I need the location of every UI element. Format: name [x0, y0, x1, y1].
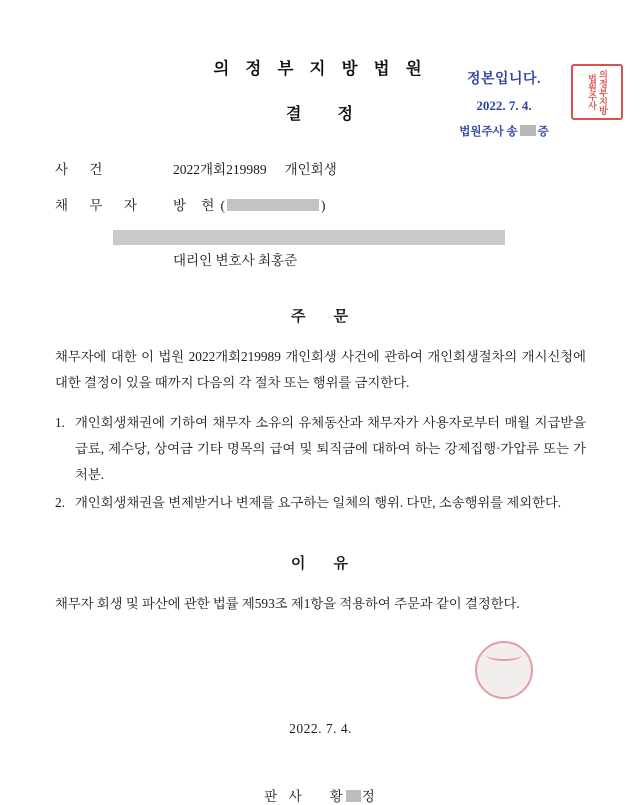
judge-label: 판 사 [264, 789, 306, 804]
certification-block [429, 68, 619, 139]
list-item-number: 2. [55, 495, 65, 510]
case-label: 사 건 [55, 162, 112, 177]
decision-date: 2022. 7. 4. [289, 721, 352, 736]
case-value [173, 158, 601, 178]
certification-date: 2022. 7. 4. [476, 98, 532, 113]
debtor-label: 채 무 자 [55, 198, 146, 213]
main-order-heading-left: 주 [291, 309, 308, 325]
reason-heading [0, 552, 641, 573]
certification-officer-suffix: 증 [537, 126, 549, 138]
judge-line [0, 785, 641, 805]
case-type: 개인회생 [284, 162, 337, 177]
certification-text: 정본입니다. [466, 72, 542, 87]
certification-officer-prefix: 법원주사 송 [459, 126, 518, 138]
reason-paragraph: 채무자 회생 및 파산에 관한 법률 제593조 제1항을 적용하여 주문과 같이 결정한다. [55, 596, 520, 611]
redaction-mark [520, 125, 536, 136]
judge-name-suffix: 정 [361, 789, 377, 804]
judge-name [330, 789, 377, 804]
list-item [55, 490, 586, 516]
reason-body [0, 591, 641, 617]
reason-heading-right: 유 [333, 556, 350, 572]
court-title: 의 정 부 지 방 법 원 [213, 59, 428, 78]
main-order-heading [0, 305, 641, 326]
list-item-text: 개인회생채권을 변제받거나 변제를 요구하는 일체의 행위. 다만, 소송행위를 제외한다. [75, 495, 562, 510]
redaction-mark [227, 199, 319, 211]
case-row [55, 158, 601, 178]
case-fields [0, 158, 641, 269]
reason-heading-left: 이 [291, 556, 308, 572]
certification-officer [389, 123, 619, 139]
judge-name-prefix: 황 [329, 789, 345, 804]
judge-seal-icon [475, 641, 533, 699]
court-seal-icon: 의정부지방법원주사 [571, 64, 623, 120]
main-order-items [0, 410, 641, 516]
document-type-right: 정 [337, 106, 355, 123]
redaction-mark [346, 790, 361, 802]
debtor-value: 방 현( ) [173, 198, 326, 213]
document-type-left: 결 [286, 106, 304, 123]
main-order-heading-right: 문 [333, 309, 350, 325]
debtor-row [55, 194, 601, 214]
list-item-text: 개인회생채권에 기하여 채무자 소유의 유체동산과 채무자가 사용자로부터 매월 지급받을 급료, 제수당, 상여금 기타 명목의 급여 및 퇴직금에 대하여 하는 강제집행·가압류 또는 가처분. [75, 415, 586, 482]
main-order-paragraph: 채무자에 대한 이 법원 2022개회219989 개인회생 사건에 관하여 개인회생절차의 개시신청에 대한 결정이 있을 때까지 다음의 각 절차 또는 행위를 금지한다. [55, 349, 586, 390]
list-item-number: 1. [55, 415, 65, 430]
case-number: 2022개회219989 [173, 162, 267, 177]
main-order-body [0, 344, 641, 396]
redaction-mark-address [113, 230, 505, 245]
debtor-name: 방 현 [173, 198, 221, 213]
agent-line: 대리인 변호사 최홍준 [173, 253, 298, 268]
list-item [55, 410, 586, 488]
